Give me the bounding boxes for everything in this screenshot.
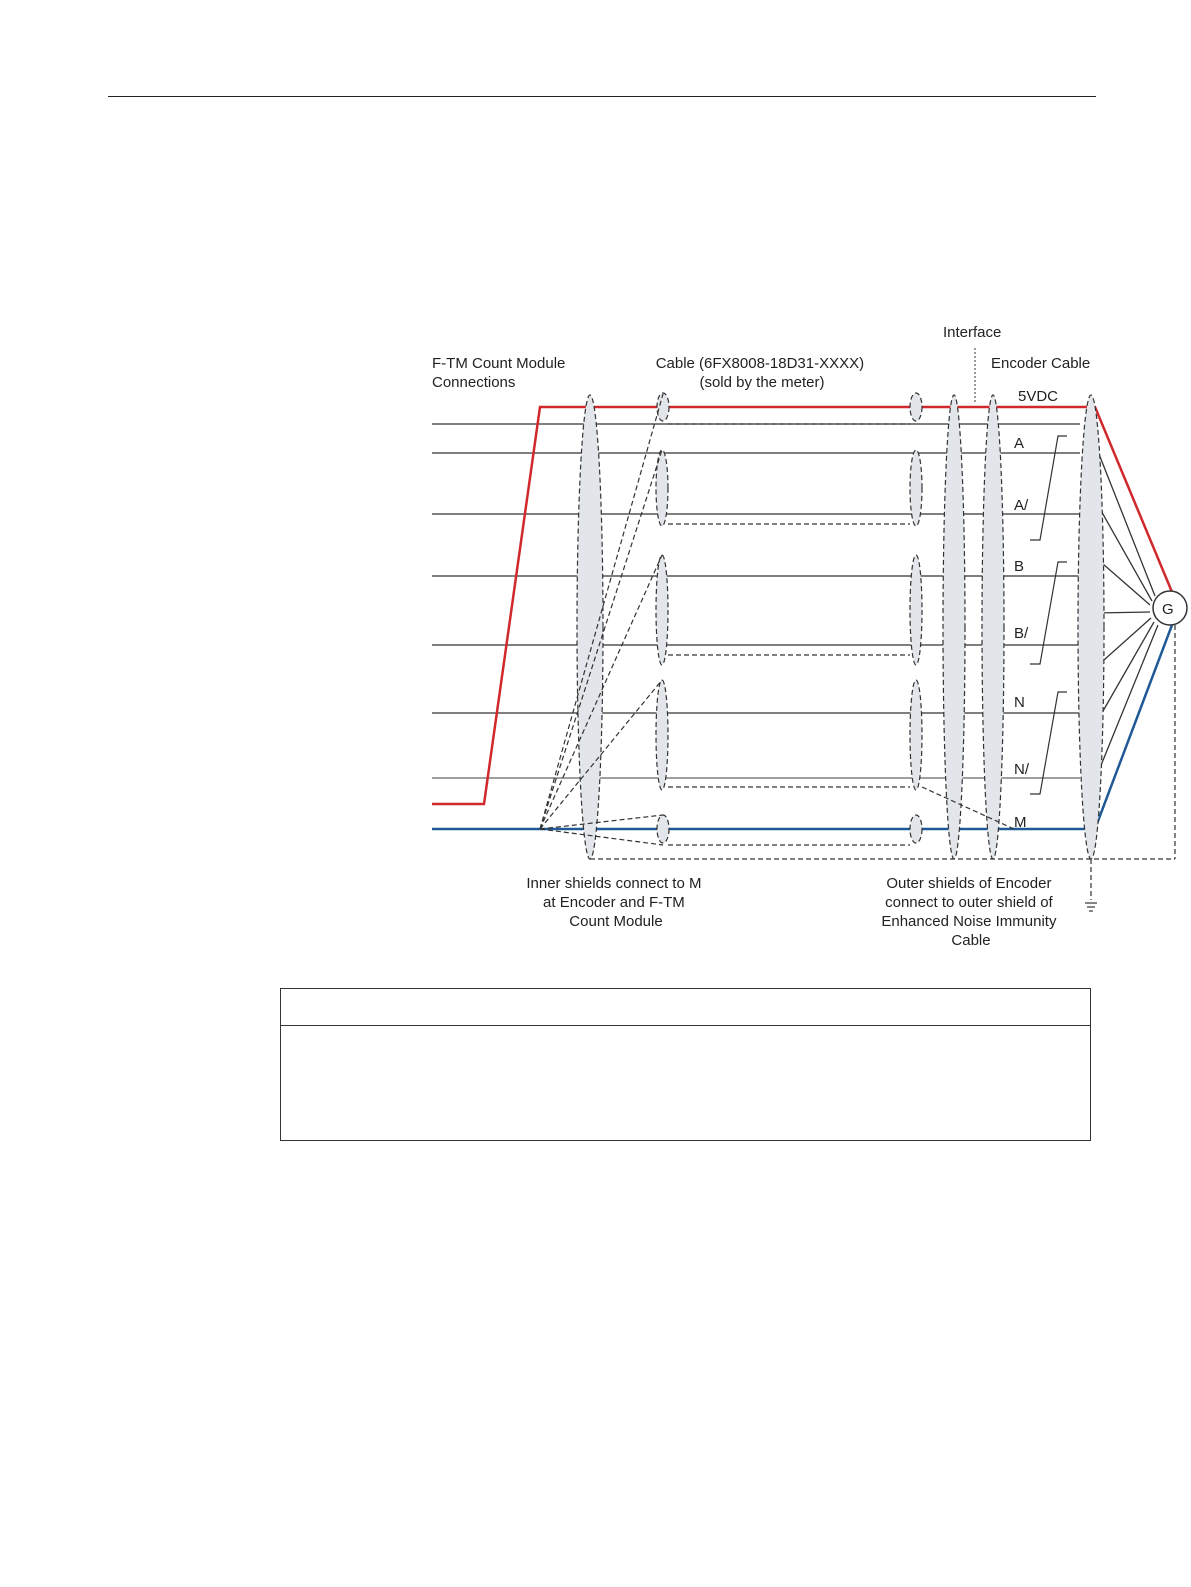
module-title-line-1: F-TM Count Module (432, 355, 566, 372)
inner-note-line-2: at Encoder and F-TM (543, 894, 685, 911)
supply-line (432, 407, 1172, 804)
signal-label-n: N (1014, 694, 1025, 711)
cable-shield-n-right (910, 680, 922, 790)
signal-label-m: M (1014, 814, 1027, 831)
note-box-header (281, 989, 1090, 1026)
cable-shield-vdc-right (910, 393, 922, 421)
cable-shield-vdc-left (657, 393, 669, 421)
outer-note-line-4: Cable (951, 932, 991, 949)
cable-shield-b-right (910, 555, 922, 665)
outer-shield-note (881, 875, 1060, 949)
inner-note-line-3: Count Module (569, 913, 663, 930)
module-outer-shield (577, 395, 603, 859)
signal-label-b-bar: B/ (1014, 625, 1029, 642)
interface-shield-1 (943, 395, 965, 859)
pair-brackets (1030, 436, 1067, 794)
signal-label-b: B (1014, 558, 1025, 575)
cable-title-line-2: (sold by the meter) (699, 374, 825, 391)
encoder-cable-label: Encoder Cable (991, 355, 1091, 372)
outer-note-line-2: connect to outer shield of (885, 894, 1053, 911)
signal-label-n-bar: N/ (1014, 761, 1029, 778)
outer-note-line-1: Outer shields of Encoder (886, 875, 1052, 892)
encoder-symbol-label: G (1162, 601, 1174, 618)
cable-shield-b-left (656, 555, 668, 665)
signal-label-a-bar: A/ (1014, 497, 1029, 514)
interface-label: Interface (943, 324, 1002, 341)
module-title-line-2: Connections (432, 374, 516, 391)
cable-shield-m-left (657, 815, 669, 843)
ground-symbol (1085, 903, 1097, 911)
ground-line (432, 625, 1172, 829)
cable-shield-n-left (656, 680, 668, 790)
cable-shield-a-right (910, 450, 922, 526)
cable-title-line-1: Cable (6FX8008-18D31-XXXX) (655, 355, 865, 372)
cable-title (656, 355, 869, 391)
signal-label-a: A (1014, 435, 1025, 452)
interface-shield-2 (982, 395, 1004, 859)
module-title (432, 355, 570, 391)
cable-shield-m-right (910, 815, 922, 843)
note-box (280, 988, 1091, 1141)
encoder-outer-shield (1078, 395, 1104, 859)
vdc-label: 5VDC (1018, 388, 1059, 405)
outer-note-line-3: Enhanced Noise Immunity (881, 913, 1057, 930)
encoder-fan-wires (1095, 444, 1158, 780)
inner-note-line-1: Inner shields connect to M (526, 875, 702, 892)
inner-shield-note (526, 875, 705, 930)
